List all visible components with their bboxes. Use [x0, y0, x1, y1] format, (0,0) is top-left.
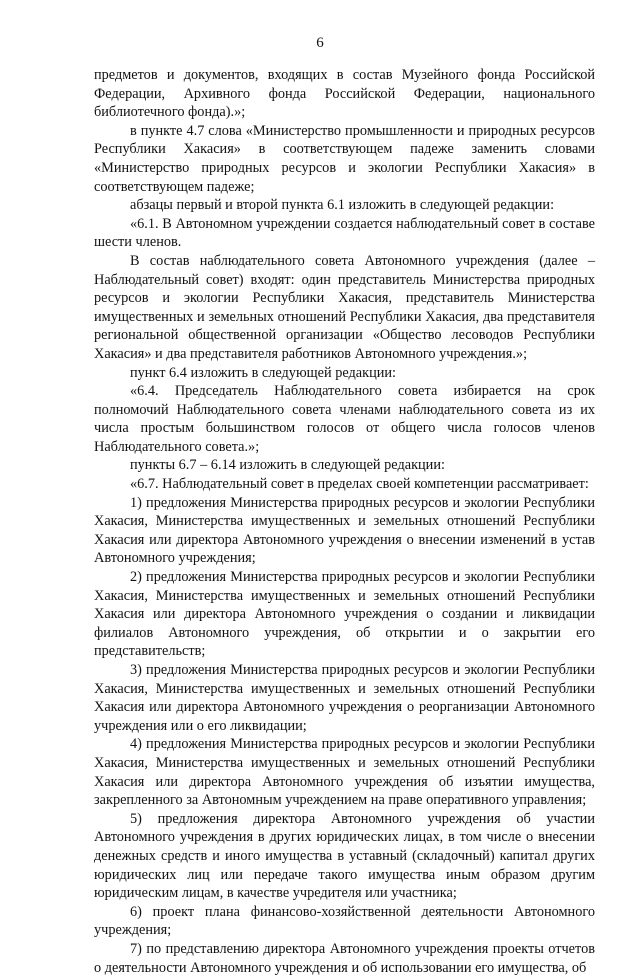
list-item-1: 1) предложения Министерства природных ресурсов и экологии Республики Хакасия, Министерства имущественных и земельных отношений Республики Хакасия или директора Автономного учреждения о внесении изменений в устав Автономного учреждения; — [94, 494, 595, 567]
list-item-7: 7) по представлению директора Автономного учреждения проекты отчетов о деятельности Автономного учреждения и об использовании его имущества, об — [94, 940, 595, 976]
paragraph-instruction-6-1: абзацы первый и второй пункта 6.1 изложить в следующей редакции: — [130, 197, 555, 214]
list-item-5: 5) предложения директора Автономного учреждения об участии Автономного учреждения в других юридических лицах, в том числе о внесении денежных средств и иного имущества в уставный (складочный) капитал других юридических лиц или передаче такого имущества иным образом другим юридическим лицам, в качестве учредителя или участника; — [94, 810, 595, 902]
paragraph-6-1: «6.1. В Автономном учреждении создается наблюдательный совет в составе шести членов. — [94, 215, 595, 251]
paragraph-council-composition: В состав наблюдательного совета Автономного учреждения (далее – Наблюдательный совет) входят: один представитель Министерства природных ресурсов и экологии Республики Хакасия, представитель Министерства имущественных и земельных отношений Республики Хакасия, два представителя региональной общественной организации «Общество лесоводов Республики Хакасия» и два представителя работников Автономного учреждения.»; — [94, 252, 595, 362]
page-number: 6 — [316, 35, 324, 51]
paragraph-6-7: «6.7. Наблюдательный совет в пределах своей компетенции рассматривает: — [130, 476, 589, 493]
paragraph-continuation: предметов и документов, входящих в состав Музейного фонда Российской Федерации, Архивного фонда Российской Федерации, национального библиотечного фонда).»; — [94, 67, 595, 121]
list-item-6: 6) проект плана финансово-хозяйственной деятельности Автономного учреждения; — [94, 903, 595, 939]
list-item-4: 4) предложения Министерства природных ресурсов и экологии Республики Хакасия, Министерства имущественных и земельных отношений Республики Хакасия или директора Автономного учреждения об изъятии имущества, закрепленного за Автономным учреждением на праве оперативного управления; — [94, 736, 595, 809]
document-body — [94, 66, 595, 977]
list-item-2: 2) предложения Министерства природных ресурсов и экологии Республики Хакасия, Министерства имущественных и земельных отношений Республики Хакасия или директора Автономного учреждения о создании и ликвидации филиалов Автономного учреждения, об открытии и о закрытии его представительств; — [94, 569, 595, 660]
paragraph-6-4: «6.4. Председатель Наблюдательного совета избирается на срок полномочий Наблюдательного совета членами наблюдательного совета из их числа простым большинством голосов от общего числа голосов членов Наблюдательного совета.»; — [94, 383, 595, 455]
list-item-3: 3) предложения Министерства природных ресурсов и экологии Республики Хакасия, Министерства имущественных и земельных отношений Республики Хакасия или директора Автономного учреждения о реорганизации Автономного учреждения или о его ликвидации; — [94, 662, 595, 734]
paragraph-instruction-6-7: пункты 6.7 – 6.14 изложить в следующей редакции: — [130, 457, 445, 474]
paragraph-clause-4-7: в пункте 4.7 слова «Министерство промышленности и природных ресурсов Республики Хакасия» в соответствующем падеже заменить словами «Министерство природных ресурсов и экологии Республики Хакасия» в соответствующем падеже; — [94, 122, 595, 195]
paragraph-instruction-6-4: пункт 6.4 изложить в следующей редакции: — [130, 364, 397, 381]
